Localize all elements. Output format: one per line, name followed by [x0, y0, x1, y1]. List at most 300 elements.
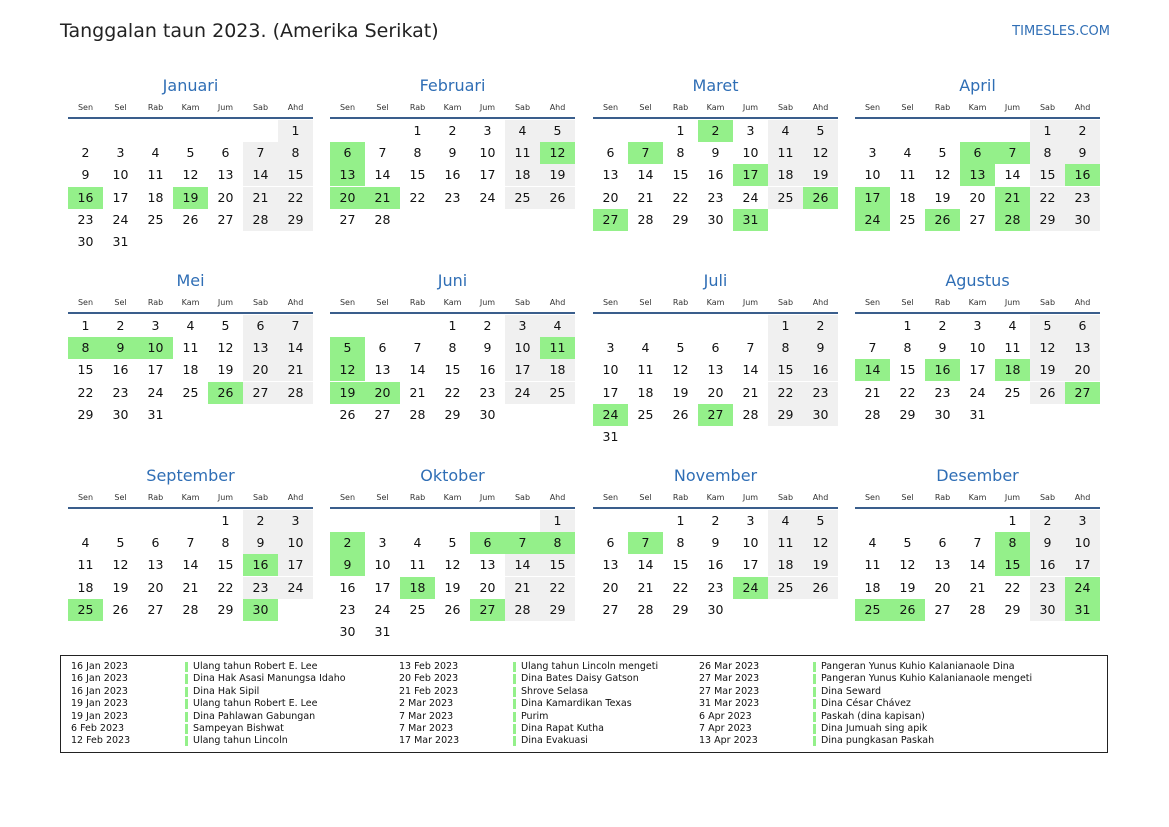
day-cell: 16 — [707, 557, 724, 573]
holiday-day: 31 — [733, 209, 768, 231]
day-cell: 11 — [77, 557, 94, 573]
day-cell: 16 — [803, 359, 838, 381]
day-cell: 24 — [278, 577, 313, 599]
day-cell: 7 — [378, 145, 387, 161]
day-cell: 31 — [374, 624, 391, 639]
header-rule — [68, 312, 313, 314]
month-name: September — [146, 466, 235, 485]
day-cell: 4 — [1008, 318, 1017, 333]
holiday-day: 11 — [540, 337, 575, 359]
day-cell: 3 — [973, 318, 982, 333]
weekday-label: Ahd — [549, 493, 566, 502]
day-grid — [855, 510, 1100, 642]
holiday-day: 21 — [995, 187, 1030, 209]
day-cell: 1 — [768, 315, 803, 337]
day-cell: 1 — [221, 513, 230, 528]
weekday-header — [68, 295, 313, 311]
day-cell: 23 — [707, 579, 724, 595]
day-cell: 12 — [444, 557, 461, 573]
weekday-label: Sel — [114, 298, 127, 307]
holiday-day: 26 — [890, 599, 925, 621]
day-cell: 25 — [182, 384, 199, 400]
weekday-label: Sel — [376, 493, 389, 502]
holiday-day: 26 — [925, 209, 960, 231]
weekday-label: Jum — [1004, 493, 1021, 502]
day-cell: 7 — [746, 340, 755, 356]
weekday-label: Kam — [181, 298, 200, 307]
holiday-day: 9 — [330, 554, 365, 576]
day-cell: 2 — [938, 318, 947, 333]
day-cell: 4 — [868, 535, 877, 551]
day-cell: 15 — [444, 362, 461, 378]
weekday-header — [68, 490, 313, 506]
day-cell: 2 — [1065, 120, 1100, 142]
day-cell: 17 — [1065, 554, 1100, 576]
day-cell: 12 — [1030, 337, 1065, 359]
header-rule — [330, 117, 575, 119]
day-cell: 23 — [707, 189, 724, 205]
holiday-day: 26 — [208, 382, 243, 404]
day-cell: 22 — [1004, 579, 1021, 595]
day-cell: 8 — [1030, 142, 1065, 164]
legend-marker — [185, 687, 188, 697]
weekday-label: Kam — [706, 493, 725, 502]
day-cell: 9 — [1065, 142, 1100, 164]
legend-marker — [513, 662, 516, 672]
weekday-header — [593, 100, 838, 116]
day-cell: 20 — [934, 579, 951, 595]
day-cell: 26 — [444, 601, 461, 617]
weekday-label: Sel — [114, 493, 127, 502]
day-cell: 25 — [1004, 384, 1021, 400]
day-cell: 5 — [540, 120, 575, 142]
day-cell: 8 — [278, 142, 313, 164]
day-cell: 3 — [378, 535, 387, 551]
weekday-label: Jum — [479, 298, 496, 307]
weekday-label: Jum — [1004, 298, 1021, 307]
day-cell: 7 — [868, 340, 877, 356]
weekday-label: Sab — [1039, 298, 1056, 307]
day-cell: 28 — [637, 211, 654, 227]
month-name: Februari — [419, 76, 486, 95]
weekday-label: Rab — [147, 298, 164, 307]
day-cell: 19 — [540, 164, 575, 186]
month-juli — [593, 270, 838, 447]
legend-holiday-name: Ulang tahun Robert E. Lee — [193, 661, 318, 672]
day-cell: 21 — [278, 359, 313, 381]
weekday-label: Rab — [409, 103, 426, 112]
day-cell: 3 — [151, 318, 160, 333]
day-cell: 23 — [339, 601, 356, 617]
day-cell: 20 — [707, 384, 724, 400]
day-cell: 28 — [278, 382, 313, 404]
day-cell: 25 — [147, 211, 164, 227]
month-april — [855, 75, 1100, 252]
day-cell: 18 — [637, 384, 654, 400]
day-cell: 29 — [672, 601, 689, 617]
holiday-day: 13 — [330, 164, 365, 186]
weekday-label: Rab — [409, 493, 426, 502]
day-cell: 17 — [505, 359, 540, 381]
legend-holiday-name: Dina Hak Asasi Manungsa Idaho — [193, 673, 346, 685]
holiday-day: 24 — [733, 577, 768, 599]
day-cell: 29 — [444, 406, 461, 422]
day-cell: 3 — [746, 123, 755, 138]
weekday-label: Sab — [514, 298, 531, 307]
day-cell: 10 — [742, 535, 759, 551]
day-cell: 14 — [637, 167, 654, 183]
day-cell: 19 — [672, 384, 689, 400]
legend-holiday-name: Ulang tahun Lincoln mengeti — [521, 661, 659, 672]
legend-marker — [185, 736, 188, 746]
day-cell: 18 — [768, 164, 803, 186]
day-cell: 19 — [444, 579, 461, 595]
day-cell: 24 — [479, 189, 496, 205]
legend-holiday-name: Dina Bates Daisy Gatson — [521, 673, 639, 685]
day-cell: 26 — [540, 187, 575, 209]
day-cell: 11 — [768, 532, 803, 554]
month-desember — [855, 465, 1100, 642]
day-cell: 30 — [934, 406, 951, 422]
weekday-header — [330, 490, 575, 506]
weekday-label: Sen — [339, 493, 356, 502]
day-cell: 1 — [676, 123, 685, 138]
header-rule — [855, 117, 1100, 119]
day-cell: 9 — [803, 337, 838, 359]
holiday-day: 31 — [1065, 599, 1100, 621]
day-cell: 16 — [444, 167, 461, 183]
day-cell: 14 — [969, 557, 986, 573]
weekday-label: Jum — [479, 493, 496, 502]
month-januari — [68, 75, 313, 252]
day-cell: 25 — [768, 187, 803, 209]
weekday-label: Sel — [376, 298, 389, 307]
day-cell: 21 — [505, 577, 540, 599]
month-name: Oktober — [420, 466, 485, 485]
day-cell: 20 — [969, 189, 986, 205]
legend-marker — [513, 736, 516, 746]
day-cell: 17 — [147, 362, 164, 378]
day-cell: 29 — [768, 404, 803, 426]
day-cell: 30 — [112, 406, 129, 422]
holiday-day: 20 — [330, 187, 365, 209]
day-cell: 23 — [77, 211, 94, 227]
holiday-day: 16 — [1065, 164, 1100, 186]
day-cell: 27 — [147, 601, 164, 617]
weekday-label: Kam — [443, 298, 462, 307]
legend-marker — [185, 674, 188, 684]
day-cell: 28 — [409, 406, 426, 422]
holiday-day: 20 — [365, 382, 400, 404]
day-cell: 20 — [217, 189, 234, 205]
day-cell: 9 — [711, 535, 720, 551]
day-cell: 19 — [217, 362, 234, 378]
day-grid — [855, 120, 1100, 252]
page-title: Tanggalan taun 2023. (Amerika Serikat) — [60, 20, 439, 42]
day-cell: 13 — [243, 337, 278, 359]
legend-holiday-name: Shrove Selasa — [521, 685, 589, 697]
day-cell: 11 — [768, 142, 803, 164]
legend-date: 16 Jan 2023 — [71, 661, 128, 672]
day-cell: 22 — [899, 384, 916, 400]
day-grid — [68, 510, 313, 642]
holiday-day: 26 — [803, 187, 838, 209]
day-cell: 25 — [637, 406, 654, 422]
day-cell: 14 — [409, 362, 426, 378]
day-cell: 3 — [278, 510, 313, 532]
day-cell: 8 — [221, 535, 230, 551]
day-cell: 22 — [672, 189, 689, 205]
weekday-label: Kam — [181, 103, 200, 112]
day-cell: 4 — [413, 535, 422, 551]
day-cell: 11 — [1004, 340, 1021, 356]
weekday-header — [855, 490, 1100, 506]
header-rule — [330, 312, 575, 314]
day-grid — [330, 120, 575, 252]
day-cell: 26 — [112, 601, 129, 617]
legend-date: 16 Jan 2023 — [71, 673, 128, 685]
day-cell: 13 — [602, 167, 619, 183]
day-cell: 29 — [899, 406, 916, 422]
day-cell: 1 — [676, 513, 685, 528]
legend-marker — [185, 724, 188, 734]
legend-marker — [185, 699, 188, 709]
day-cell: 2 — [116, 318, 125, 333]
day-cell: 21 — [742, 384, 759, 400]
day-cell: 21 — [864, 384, 881, 400]
weekday-label: Sab — [252, 493, 269, 502]
weekday-label: Rab — [672, 103, 689, 112]
holiday-day: 5 — [330, 337, 365, 359]
day-cell: 4 — [768, 120, 803, 142]
day-cell: 24 — [374, 601, 391, 617]
day-cell: 22 — [768, 382, 803, 404]
day-cell: 26 — [1030, 382, 1065, 404]
day-grid — [330, 315, 575, 447]
holiday-day: 28 — [995, 209, 1030, 231]
weekday-label: Rab — [147, 493, 164, 502]
weekday-label: Kam — [968, 493, 987, 502]
weekday-label: Sen — [339, 298, 356, 307]
day-cell: 16 — [339, 579, 356, 595]
day-cell: 4 — [768, 510, 803, 532]
legend-marker — [813, 699, 816, 709]
day-cell: 19 — [1030, 359, 1065, 381]
day-cell: 25 — [505, 187, 540, 209]
legend-date: 7 Mar 2023 — [399, 722, 454, 734]
header-rule — [330, 507, 575, 509]
weekday-header — [68, 100, 313, 116]
day-cell: 11 — [182, 340, 199, 356]
day-cell: 4 — [81, 535, 90, 551]
day-cell: 12 — [217, 340, 234, 356]
day-cell: 12 — [803, 532, 838, 554]
day-cell: 5 — [221, 318, 230, 333]
legend-holiday-name: Pangeran Yunus Kuhio Kalanianaole Dina — [821, 661, 1015, 672]
day-cell: 13 — [217, 167, 234, 183]
day-cell: 24 — [742, 189, 759, 205]
day-cell: 11 — [147, 167, 164, 183]
day-cell: 10 — [479, 145, 496, 161]
day-cell: 18 — [864, 579, 881, 595]
weekday-header — [593, 490, 838, 506]
day-cell: 29 — [1004, 601, 1021, 617]
day-cell: 11 — [409, 557, 426, 573]
day-cell: 23 — [112, 384, 129, 400]
holiday-day: 24 — [855, 209, 890, 231]
day-cell: 17 — [602, 384, 619, 400]
day-cell: 27 — [934, 601, 951, 617]
month-maret — [593, 75, 838, 252]
month-mei — [68, 270, 313, 447]
month-name: November — [673, 466, 758, 485]
legend-holiday-name: Dina Hak Sipil — [193, 685, 260, 697]
legend-marker — [513, 699, 516, 709]
day-cell: 21 — [637, 189, 654, 205]
day-cell: 5 — [903, 535, 912, 551]
day-cell: 30 — [479, 406, 496, 422]
day-cell: 3 — [1065, 510, 1100, 532]
weekday-label: Kam — [706, 103, 725, 112]
weekday-label: Sab — [1039, 103, 1056, 112]
day-cell: 3 — [606, 340, 615, 356]
weekday-label: Kam — [968, 103, 987, 112]
day-cell: 10 — [602, 362, 619, 378]
day-cell: 31 — [112, 234, 129, 249]
legend-marker — [813, 662, 816, 672]
holiday-day: 6 — [960, 142, 995, 164]
weekday-label: Jum — [742, 493, 759, 502]
legend-holiday-name: Dina Rapat Kutha — [521, 722, 604, 734]
day-cell: 20 — [602, 189, 619, 205]
day-cell: 18 — [768, 554, 803, 576]
day-cell: 2 — [448, 123, 457, 138]
day-cell: 17 — [278, 554, 313, 576]
day-cell: 1 — [903, 318, 912, 333]
day-cell: 5 — [448, 535, 457, 551]
weekday-label: Sel — [114, 103, 127, 112]
header-rule — [68, 117, 313, 119]
legend-marker — [513, 687, 516, 697]
holiday-day: 24 — [593, 404, 628, 426]
legend-date: 27 Mar 2023 — [699, 685, 760, 697]
day-cell: 15 — [768, 359, 803, 381]
legend-date: 6 Feb 2023 — [71, 722, 125, 734]
day-cell: 26 — [339, 406, 356, 422]
day-cell: 17 — [112, 189, 129, 205]
day-cell: 4 — [151, 145, 160, 161]
holiday-day: 25 — [68, 599, 103, 621]
holiday-day: 8 — [995, 532, 1030, 554]
day-cell: 30 — [339, 624, 356, 639]
weekday-label: Rab — [409, 298, 426, 307]
legend-holiday-name: Dina Kamardikan Texas — [521, 698, 632, 710]
day-cell: 23 — [1030, 577, 1065, 599]
weekday-header — [330, 295, 575, 311]
holiday-day: 30 — [243, 599, 278, 621]
day-cell: 12 — [672, 362, 689, 378]
day-cell: 6 — [938, 535, 947, 551]
holiday-day: 7 — [995, 142, 1030, 164]
day-grid — [855, 315, 1100, 447]
month-name: Maret — [692, 76, 739, 95]
holiday-legend — [60, 655, 1108, 753]
day-cell: 20 — [243, 359, 278, 381]
day-cell: 17 — [479, 167, 496, 183]
day-cell: 21 — [243, 187, 278, 209]
weekday-label: Kam — [443, 103, 462, 112]
day-cell: 1 — [278, 120, 313, 142]
day-cell: 31 — [969, 406, 986, 422]
legend-marker — [813, 687, 816, 697]
weekday-label: Sen — [864, 298, 881, 307]
day-cell: 5 — [938, 145, 947, 161]
day-cell: 15 — [672, 167, 689, 183]
day-cell: 14 — [374, 167, 391, 183]
day-cell: 15 — [278, 164, 313, 186]
day-cell: 8 — [676, 535, 685, 551]
day-grid — [593, 315, 838, 447]
legend-date: 31 Mar 2023 — [699, 698, 760, 710]
day-cell: 22 — [278, 187, 313, 209]
holiday-day: 7 — [628, 142, 663, 164]
day-cell: 29 — [1030, 209, 1065, 231]
weekday-label: Sen — [77, 298, 94, 307]
day-cell: 22 — [444, 384, 461, 400]
day-cell: 13 — [934, 557, 951, 573]
weekday-label: Sab — [777, 493, 794, 502]
day-cell: 9 — [448, 145, 457, 161]
day-cell: 13 — [479, 557, 496, 573]
day-cell: 28 — [969, 601, 986, 617]
holiday-day: 17 — [855, 187, 890, 209]
day-cell: 26 — [182, 211, 199, 227]
day-cell: 25 — [540, 382, 575, 404]
legend-date: 12 Feb 2023 — [71, 735, 131, 747]
day-grid — [330, 510, 575, 642]
day-cell: 30 — [803, 404, 838, 426]
header-rule — [855, 507, 1100, 509]
weekday-label: Ahd — [287, 493, 304, 502]
day-cell: 2 — [483, 318, 492, 333]
day-cell: 15 — [77, 362, 94, 378]
day-cell: 15 — [217, 557, 234, 573]
day-cell: 9 — [483, 340, 492, 356]
header-rule — [68, 507, 313, 509]
holiday-day: 16 — [243, 554, 278, 576]
legend-holiday-name: Dina Seward — [821, 685, 882, 697]
holiday-day: 19 — [330, 382, 365, 404]
day-cell: 28 — [864, 406, 881, 422]
day-cell: 27 — [217, 211, 234, 227]
day-cell: 3 — [746, 513, 755, 528]
holiday-day: 27 — [698, 404, 733, 426]
day-cell: 12 — [899, 557, 916, 573]
day-cell: 28 — [374, 211, 391, 227]
day-cell: 15 — [540, 554, 575, 576]
day-cell: 19 — [934, 189, 951, 205]
day-cell: 6 — [606, 145, 615, 161]
weekday-header — [593, 295, 838, 311]
legend-holiday-name: Pangeran Yunus Kuhio Kalanianaole mengeti — [821, 673, 1033, 685]
day-cell: 30 — [1065, 209, 1100, 231]
weekday-label: Sel — [639, 298, 652, 307]
day-cell: 14 — [637, 557, 654, 573]
month-februari — [330, 75, 575, 252]
site-link[interactable]: TIMESLES.COM — [1012, 24, 1110, 39]
weekday-label: Sel — [376, 103, 389, 112]
month-name: Juni — [437, 271, 468, 290]
